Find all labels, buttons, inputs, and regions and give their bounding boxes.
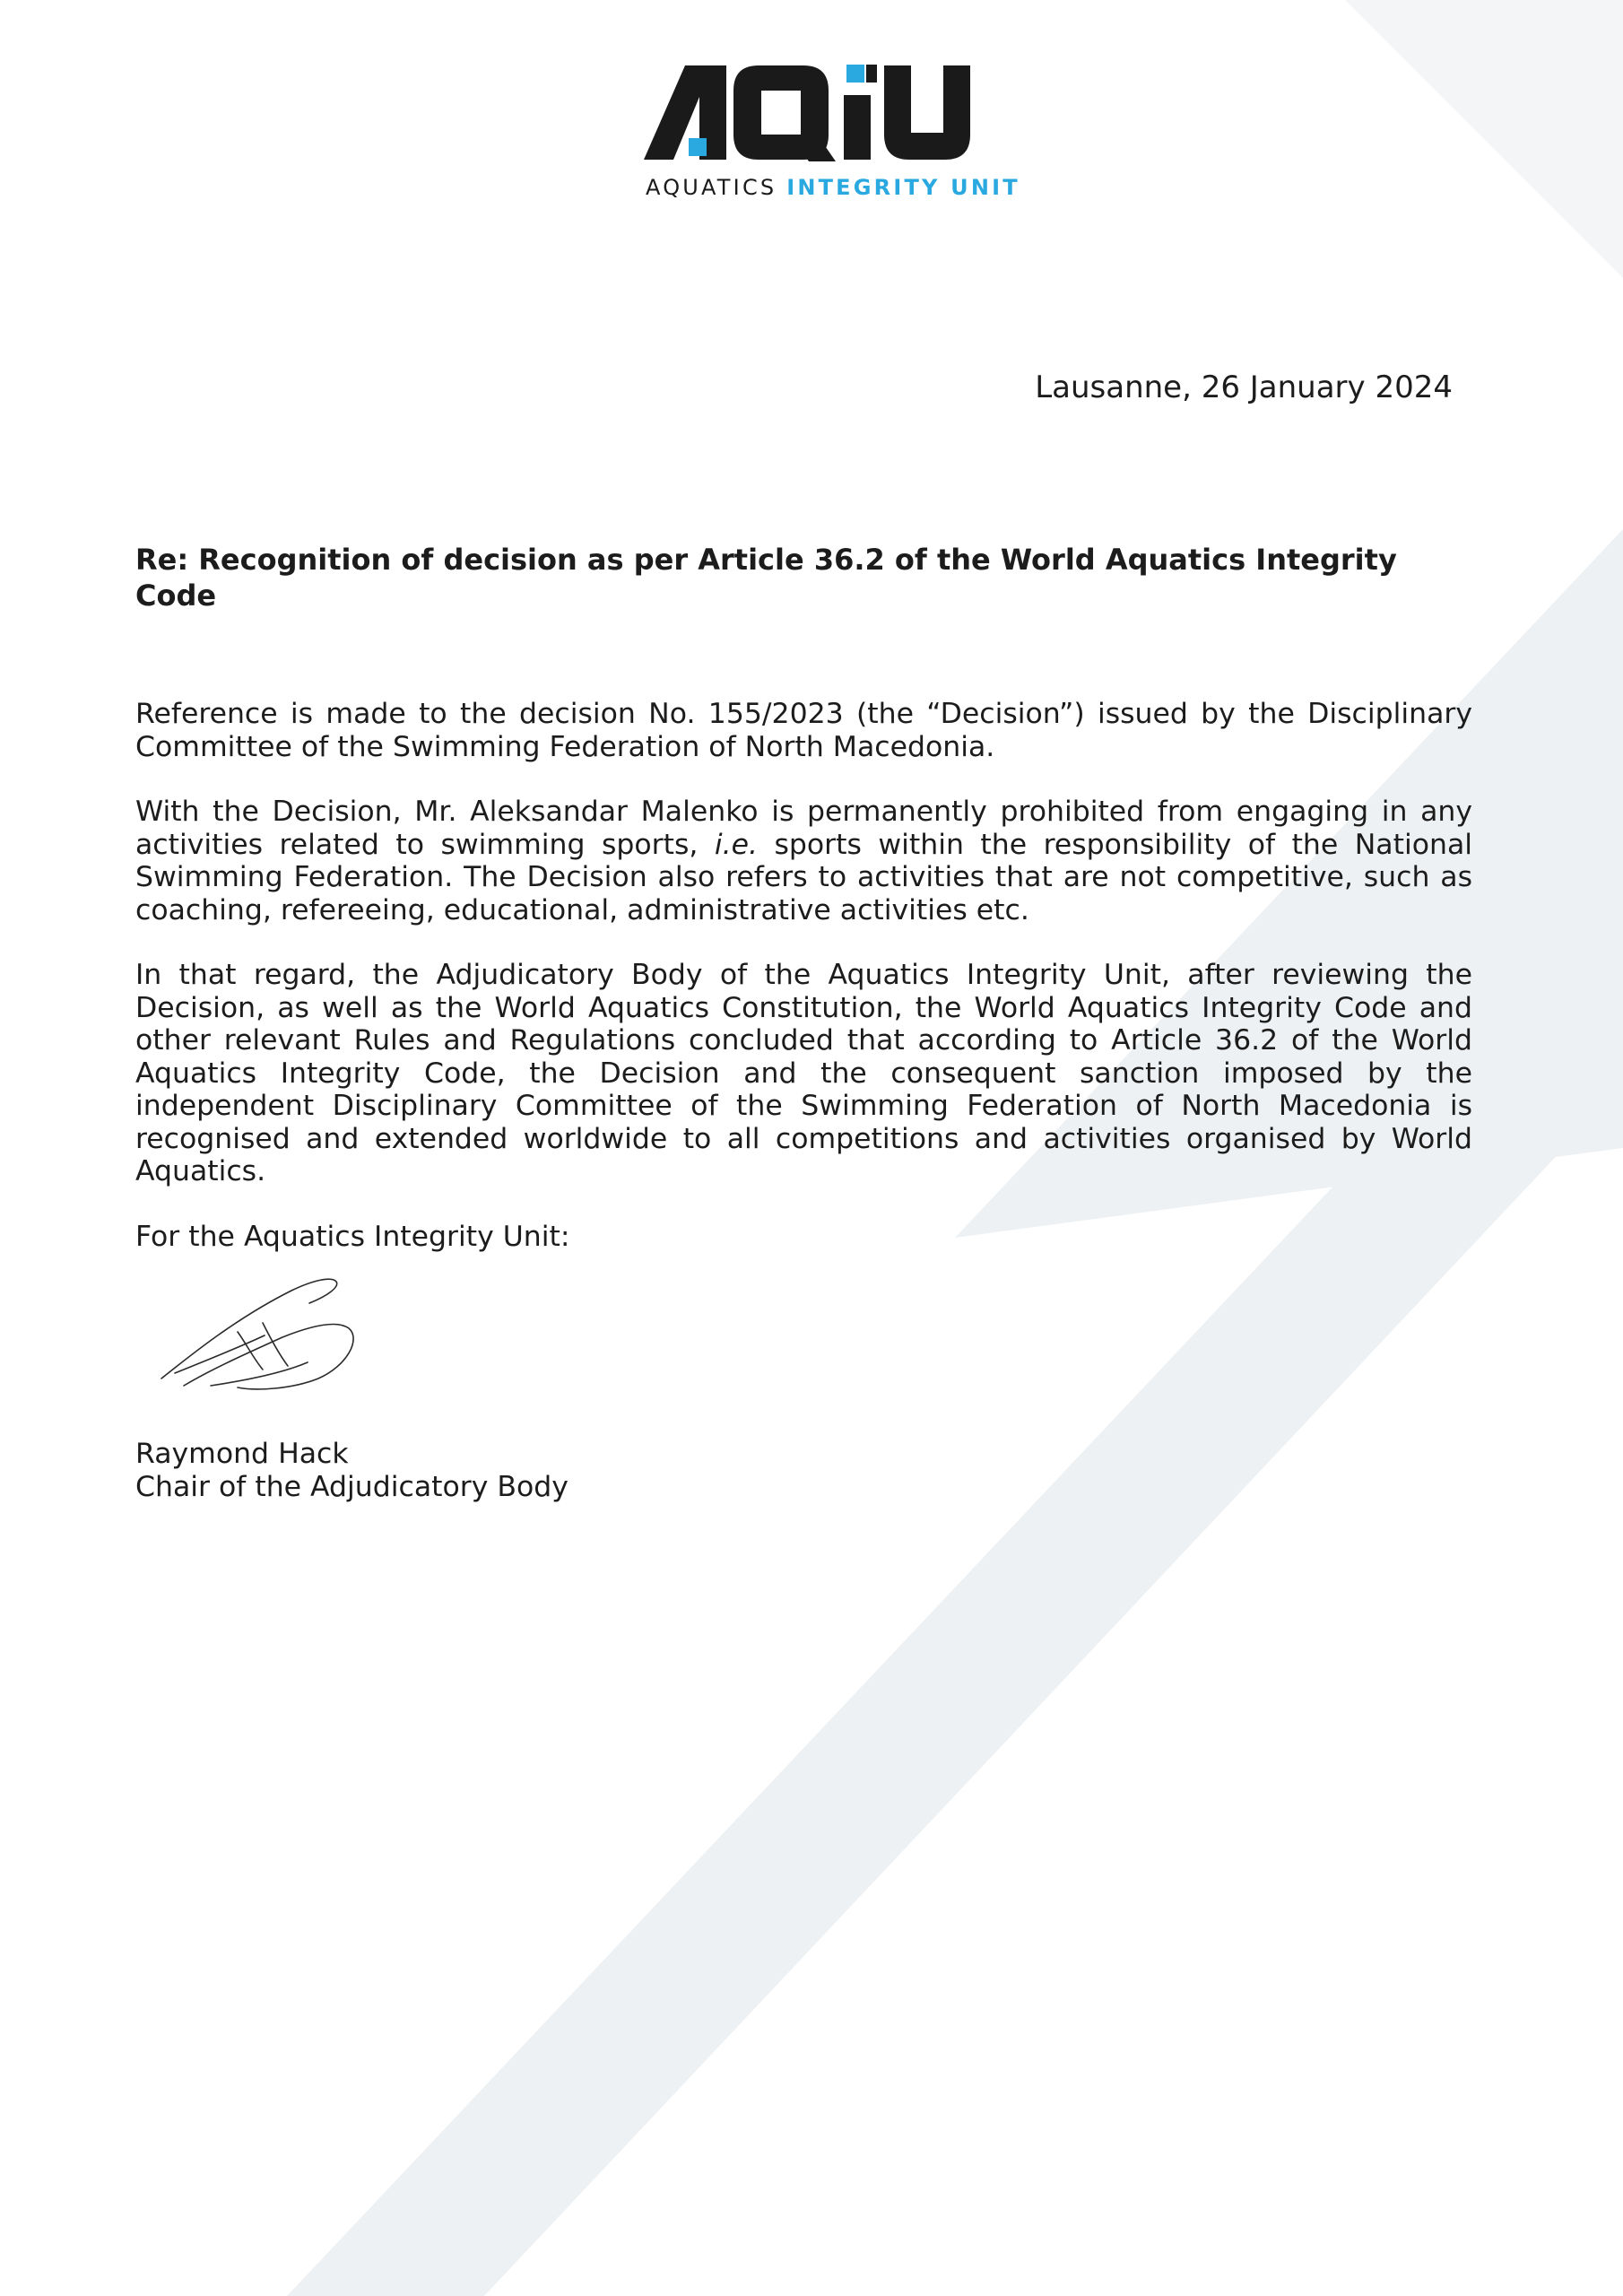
paragraph-decision-text-end: sports within the responsibility of the National Swimming Federation. The Decision also refers to activities that are not competitive, such as coaching, refereeing, educational, administrative activities etc. — [135, 828, 1473, 926]
closing-line: For the Aquatics Integrity Unit: — [135, 1220, 570, 1253]
letter-body — [135, 542, 1472, 1504]
logo-subtitle-integrity-unit: INTEGRITY UNIT — [786, 175, 1020, 200]
logo-subtitle — [646, 175, 1020, 200]
paragraph-decision-italic: i.e. — [714, 828, 759, 861]
letter-subject: Re: Recognition of decision as per Article 36.2 of the World Aquatics Integrity Code — [135, 543, 1397, 613]
letter-date: Lausanne, 26 January 2024 — [1035, 370, 1453, 405]
paragraph-recognition: In that regard, the Adjudicatory Body of the Aquatics Integrity Unit, after reviewing the Decision, as well as the World Aquatics Constitution, the World Aquatics Integrity Code and other relevant Rules and Regulations concluded that according to Article 36.2 of the World Aquatics Integrity Code, the Decision and the consequent sanction imposed by the independent Disciplinary Committee of the Swimming Federation of North Macedonia is recognised and extended worldwide to all competitions and activities organised by World Aquatics. — [135, 959, 1472, 1187]
signatory-block — [135, 1438, 1472, 1504]
aqiu-logo — [644, 61, 1020, 208]
logo-subtitle-aquatics: AQUATICS — [646, 175, 777, 200]
handwritten-signature — [157, 1273, 372, 1400]
paragraph-decision — [135, 796, 1472, 926]
aqiu-wordmark-logo — [644, 61, 999, 167]
signatory-name: Raymond Hack — [135, 1438, 349, 1470]
signatory-title: Chair of the Adjudicatory Body — [135, 1471, 568, 1503]
paragraph-reference: Reference is made to the decision No. 155/2023 (the “Decision”) issued by the Disciplinary Committee of the Swimming Federation of North Macedonia. — [135, 698, 1472, 763]
paragraph-decision-text-start: With the Decision, Mr. Aleksandar Malenko is permanently prohibited from engaging in any activities related to swimming sports, — [135, 796, 1472, 861]
